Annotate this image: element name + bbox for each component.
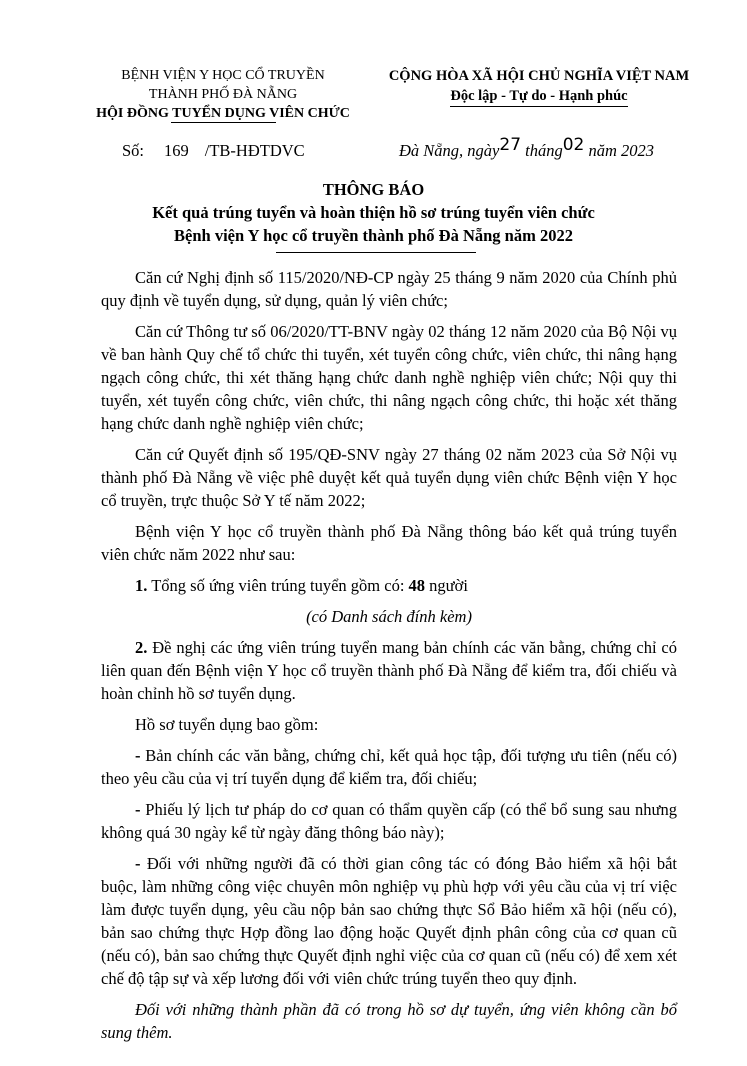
item-2-text: Đề nghị các ứng viên trúng tuyển mang bản chính các văn bằng, chứng chỉ có liên quan đến Bệnh viện Y học cổ truyền thành phố Đà Nẵng để kiểm tra, đối chiếu và hoàn chỉnh hồ sơ tuyển dụng. [101,638,677,703]
org-name-line2: THÀNH PHỐ ĐÀ NẴNG [148,87,298,102]
date-year: năm 2023 [588,141,655,160]
national-motto: Độc lập - Tự do - Hạnh phúc [450,87,627,107]
document-subtitle-line2: Bệnh viện Y học cổ truyền thành phố Đà Nẵng năm 2022 [174,226,573,245]
title-underline [276,252,476,253]
document-title: THÔNG BÁO [322,180,425,199]
item-2-number: 2. [135,638,148,657]
legal-basis-1: Căn cứ Nghị định số 115/2020/NĐ-CP ngày 25 tháng 9 năm 2020 của Chính phủ quy định về tuyển dụng, sử dụng, quản lý viên chức; [101,268,677,310]
bullet-dash: - [135,800,141,819]
legal-basis-3: Căn cứ Quyết định số 195/QĐ-SNV ngày 27 tháng 02 năm 2023 của Sở Nội vụ thành phố Đà Nẵng về việc phê duyệt kết quả tuyển dụng viên chức Bệnh viện Y học cổ truyền, trực thuộc Sở Y tế năm 2022; [101,445,677,510]
bullet-dash: - [135,854,141,873]
council-name: HỘI ĐỒNG TUYỂN DỤNG VIÊN CHỨC [96,106,350,121]
bullet-text: Đối với những người đã có thời gian công tác có đóng Bảo hiểm xã hội bắt buộc, làm những công việc chuyên môn nghiệp vụ phù hợp với yêu cầu của vị trí việc làm được tuyển dụng, yêu cầu nộp bản sao chứng thực Sổ Bảo hiểm xã hội (nếu có), bản sao chứng thực Hợp đồng lao động hoặc Quyết định phân công của cơ quan cũ (nếu có), bản sao chứng thực Quyết định nghỉ việc của cơ quan cũ (nếu có) để xem xét chế độ tập sự và xếp lương đối với viên chức trúng tuyển theo quy định. [101,854,677,988]
date-day: 27 [499,135,522,155]
dossier-bullet-2 [101,798,677,844]
candidate-count: 48 [408,576,426,595]
announcement-intro: Bệnh viện Y học cổ truyền thành phố Đà Nẵng thông báo kết quả trúng tuyển viên chức năm 2022 như sau: [101,522,677,564]
closing-note: Đối với những thành phần đã có trong hồ sơ dự tuyển, ứng viên không cần bổ sung thêm. [101,1000,677,1042]
bullet-dash: - [135,746,141,765]
dossier-bullet-3 [101,852,677,990]
number-prefix: Số: [122,141,145,160]
number-code: /TB-HĐTDVC [204,141,305,160]
bullet-text: Bản chính các văn bằng, chứng chỉ, kết quả học tập, đối tượng ưu tiên (nếu có) theo yêu cầu của vị trí tuyển dụng để kiểm tra, đối chiếu; [101,746,677,788]
bullet-text: Phiếu lý lịch tư pháp do cơ quan có thẩm quyền cấp (có thể bổ sung sau nhưng không quá 30 ngày kể từ ngày đăng thông báo này); [101,800,677,842]
item-2 [101,636,677,705]
nation-name: CỘNG HÒA XÃ HỘI CHỦ NGHĨA VIỆT NAM [388,68,690,84]
item-1-number: 1. [135,576,148,595]
item-1-unit: người [425,576,468,595]
item-1-text: Tổng số ứng viên trúng tuyển gồm có: [147,576,409,595]
document-date [399,135,655,161]
document-subtitle-line1: Kết quả trúng tuyển và hoàn thiện hồ sơ trúng tuyển viên chức [152,203,595,222]
dossier-intro: Hồ sơ tuyển dụng bao gồm: [135,715,319,734]
item-1 [101,574,677,597]
org-name-line1: BỆNH VIỆN Y HỌC CỔ TRUYỀN [121,68,325,83]
date-place: Đà Nẵng, ngày [399,141,500,160]
date-month: 02 [562,135,585,155]
attachment-note: (có Danh sách đính kèm) [306,607,472,626]
issuing-organization [78,66,368,124]
document-body [101,266,677,1052]
org-underline [171,122,276,123]
number-value: 169 [164,141,189,160]
dossier-bullet-1 [101,744,677,790]
document-number [122,141,305,161]
national-header [374,66,704,107]
date-month-label: tháng [525,141,563,160]
legal-basis-2: Căn cứ Thông tư số 06/2020/TT-BNV ngày 02 tháng 12 năm 2020 của Bộ Nội vụ về ban hành Quy chế tổ chức thi tuyển, xét tuyển công chức, viên chức, thi nâng hạng ngạch công chức, thi xét thăng hạng chức danh nghề nghiệp viên chức; Nội quy thi tuyển, xét tuyển công chức, viên chức, thi nâng ngạch công chức, thi hoặc xét thăng hạng chức danh nghề nghiệp viên chức; [101,322,677,433]
